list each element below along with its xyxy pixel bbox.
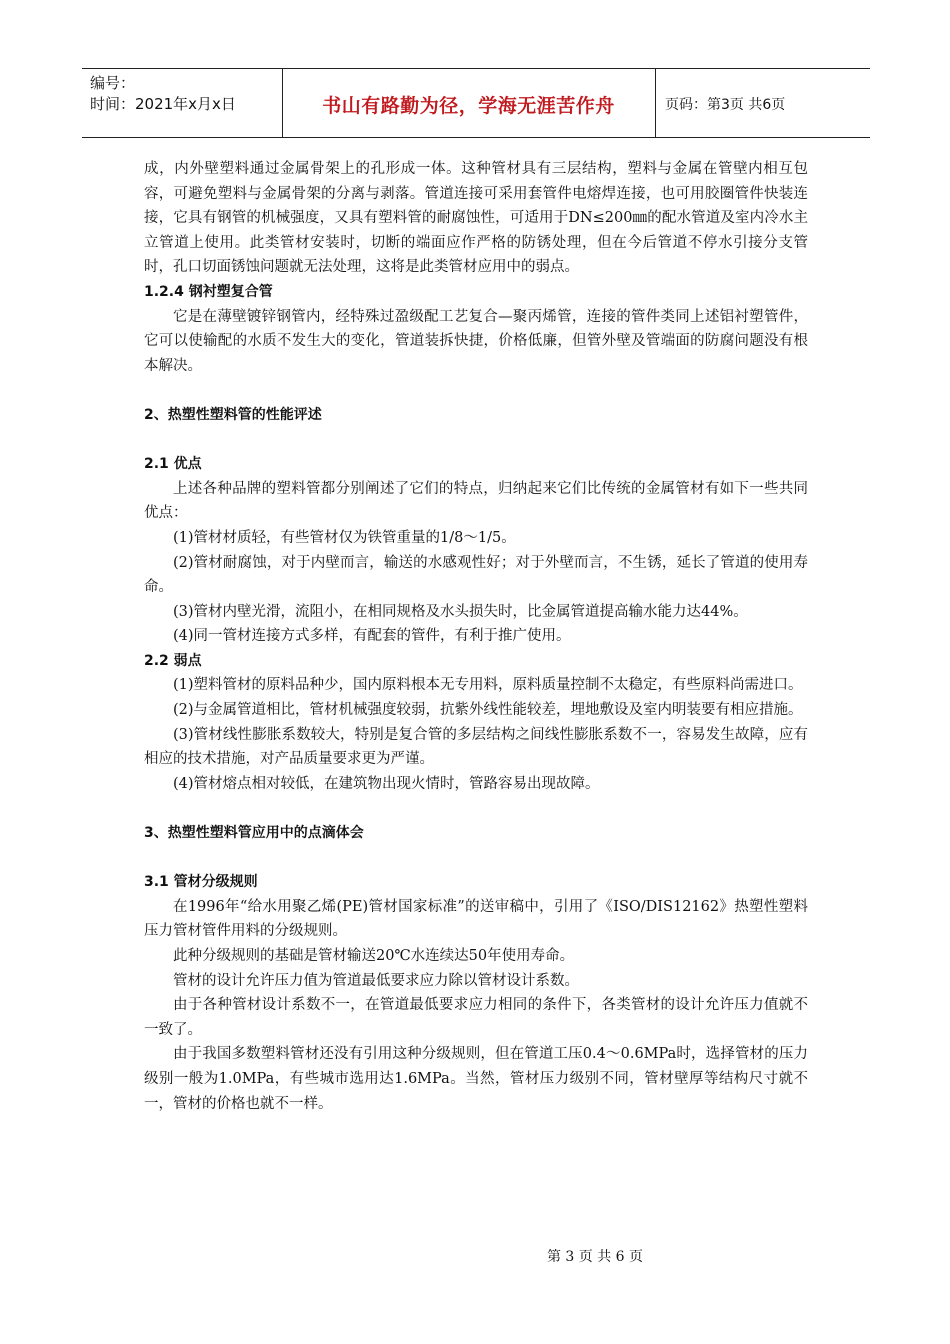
header-motto: 书山有路勤为径，学海无涯苦作舟 xyxy=(322,95,615,117)
page-footer: 第 3 页 共 6 页 xyxy=(546,1249,644,1265)
document-time-label: 时间：2021年x月x日 xyxy=(90,95,236,113)
document-number-label: 编号： xyxy=(90,74,136,92)
body-paragraph: 成，内外壁塑料通过金属骨架上的孔形成一体。这种管材具有三层结构，塑料与金属在管壁内相互包容，可避免塑料与金属骨架的分离与剥落。管道连接可采用套管件电熔焊连接，也可用胶圈管件快装连接，它具有钢管的机械强度，又具有塑料管的耐腐蚀性，可适用于DN≤200㎜的配水管道及室内冷水主立管道上使用。此类管材安装时，切断的端面应作严格的防锈处理，但在今后管道不停水引接分支管时，孔口切面锈蚀问题就无法处理，这将是此类管材应用中的弱点。 xyxy=(144,161,808,276)
section-heading-2-2: 2.2 弱点 xyxy=(144,652,202,669)
body-paragraph: 在1996年“给水用聚乙烯(PE)管材国家标准”的送审稿中，引用了《ISO/DIS12162》热塑性塑料压力管材管件用料的分级规则。 xyxy=(144,898,808,940)
body-paragraph: 此种分级规则的基础是管材输送20℃水连续达50年使用寿命。 xyxy=(173,948,575,964)
page-header xyxy=(82,68,870,138)
document-body xyxy=(144,157,808,1116)
body-paragraph: 上述各种品牌的塑料管都分别阐述了它们的特点，归纳起来它们比传统的金属管材有如下一些共同优点： xyxy=(144,480,808,522)
section-heading-2: 2、热塑性塑料管的性能评述 xyxy=(144,406,322,423)
header-meta xyxy=(90,73,236,115)
header-divider xyxy=(655,69,656,137)
header-page-number: 页码：第3页 共6页 xyxy=(665,97,786,113)
list-item: (1)塑料管材的原料品种少，国内原料根本无专用料，原料质量控制不太稳定，有些原料尚需进口。 xyxy=(173,677,803,694)
body-paragraph: 由于我国多数塑料管材还没有引用这种分级规则，但在管道工压0.4～0.6MPa时，选择管材的压力级别一般为1.0MPa，有些城市选用达1.6MPa。当然，管材压力级别不同，管材壁厚等结构尺寸就不一，管材的价格也就不一样。 xyxy=(144,1046,808,1112)
section-heading-1-2-4: 1.2.4 钢衬塑复合管 xyxy=(144,283,273,300)
body-paragraph: 它是在薄壁镀锌钢管内，经特殊过盈级配工艺复合—聚丙烯管，连接的管件类同上述铝衬塑管件，它可以使输配的水质不发生大的变化，管道装拆快捷，价格低廉，但管外壁及管端面的防腐问题没有根本解决。 xyxy=(144,308,808,374)
list-item: (3)管材内壁光滑，流阻小，在相同规格及水头损失时，比金属管道提高输水能力达44%。 xyxy=(173,603,748,620)
list-item: (2)与金属管道相比，管材机械强度较弱，抗紫外线性能较差，埋地敷设及室内明装要有相应措施。 xyxy=(173,702,803,719)
list-item: (1)管材材质轻，有些管材仅为铁管重量的1/8～1/5。 xyxy=(173,529,516,546)
body-paragraph: 由于各种管材设计系数不一，在管道最低要求应力相同的条件下，各类管材的设计允许压力值就不一致了。 xyxy=(144,997,808,1038)
section-heading-3-1: 3.1 管材分级规则 xyxy=(144,874,258,891)
list-item: (4)管材熔点相对较低，在建筑物出现火情时，管路容易出现故障。 xyxy=(173,775,600,792)
section-heading-3: 3、热塑性塑料管应用中的点滴体会 xyxy=(144,825,364,842)
section-heading-2-1: 2.1 优点 xyxy=(144,456,202,473)
list-item: (3)管材线性膨胀系数较大，特别是复合管的多层结构之间线性膨胀系数不一，容易发生故障，应有相应的技术措施，对产品质量要求更为严谨。 xyxy=(144,726,808,768)
list-item: (2)管材耐腐蚀，对于内壁而言，输送的水感观性好；对于外壁而言，不生锈，延长了管道的使用寿命。 xyxy=(144,554,808,596)
body-paragraph: 管材的设计允许压力值为管道最低要求应力除以管材设计系数。 xyxy=(173,972,579,989)
list-item: (4)同一管材连接方式多样，有配套的管件，有利于推广使用。 xyxy=(173,628,571,645)
